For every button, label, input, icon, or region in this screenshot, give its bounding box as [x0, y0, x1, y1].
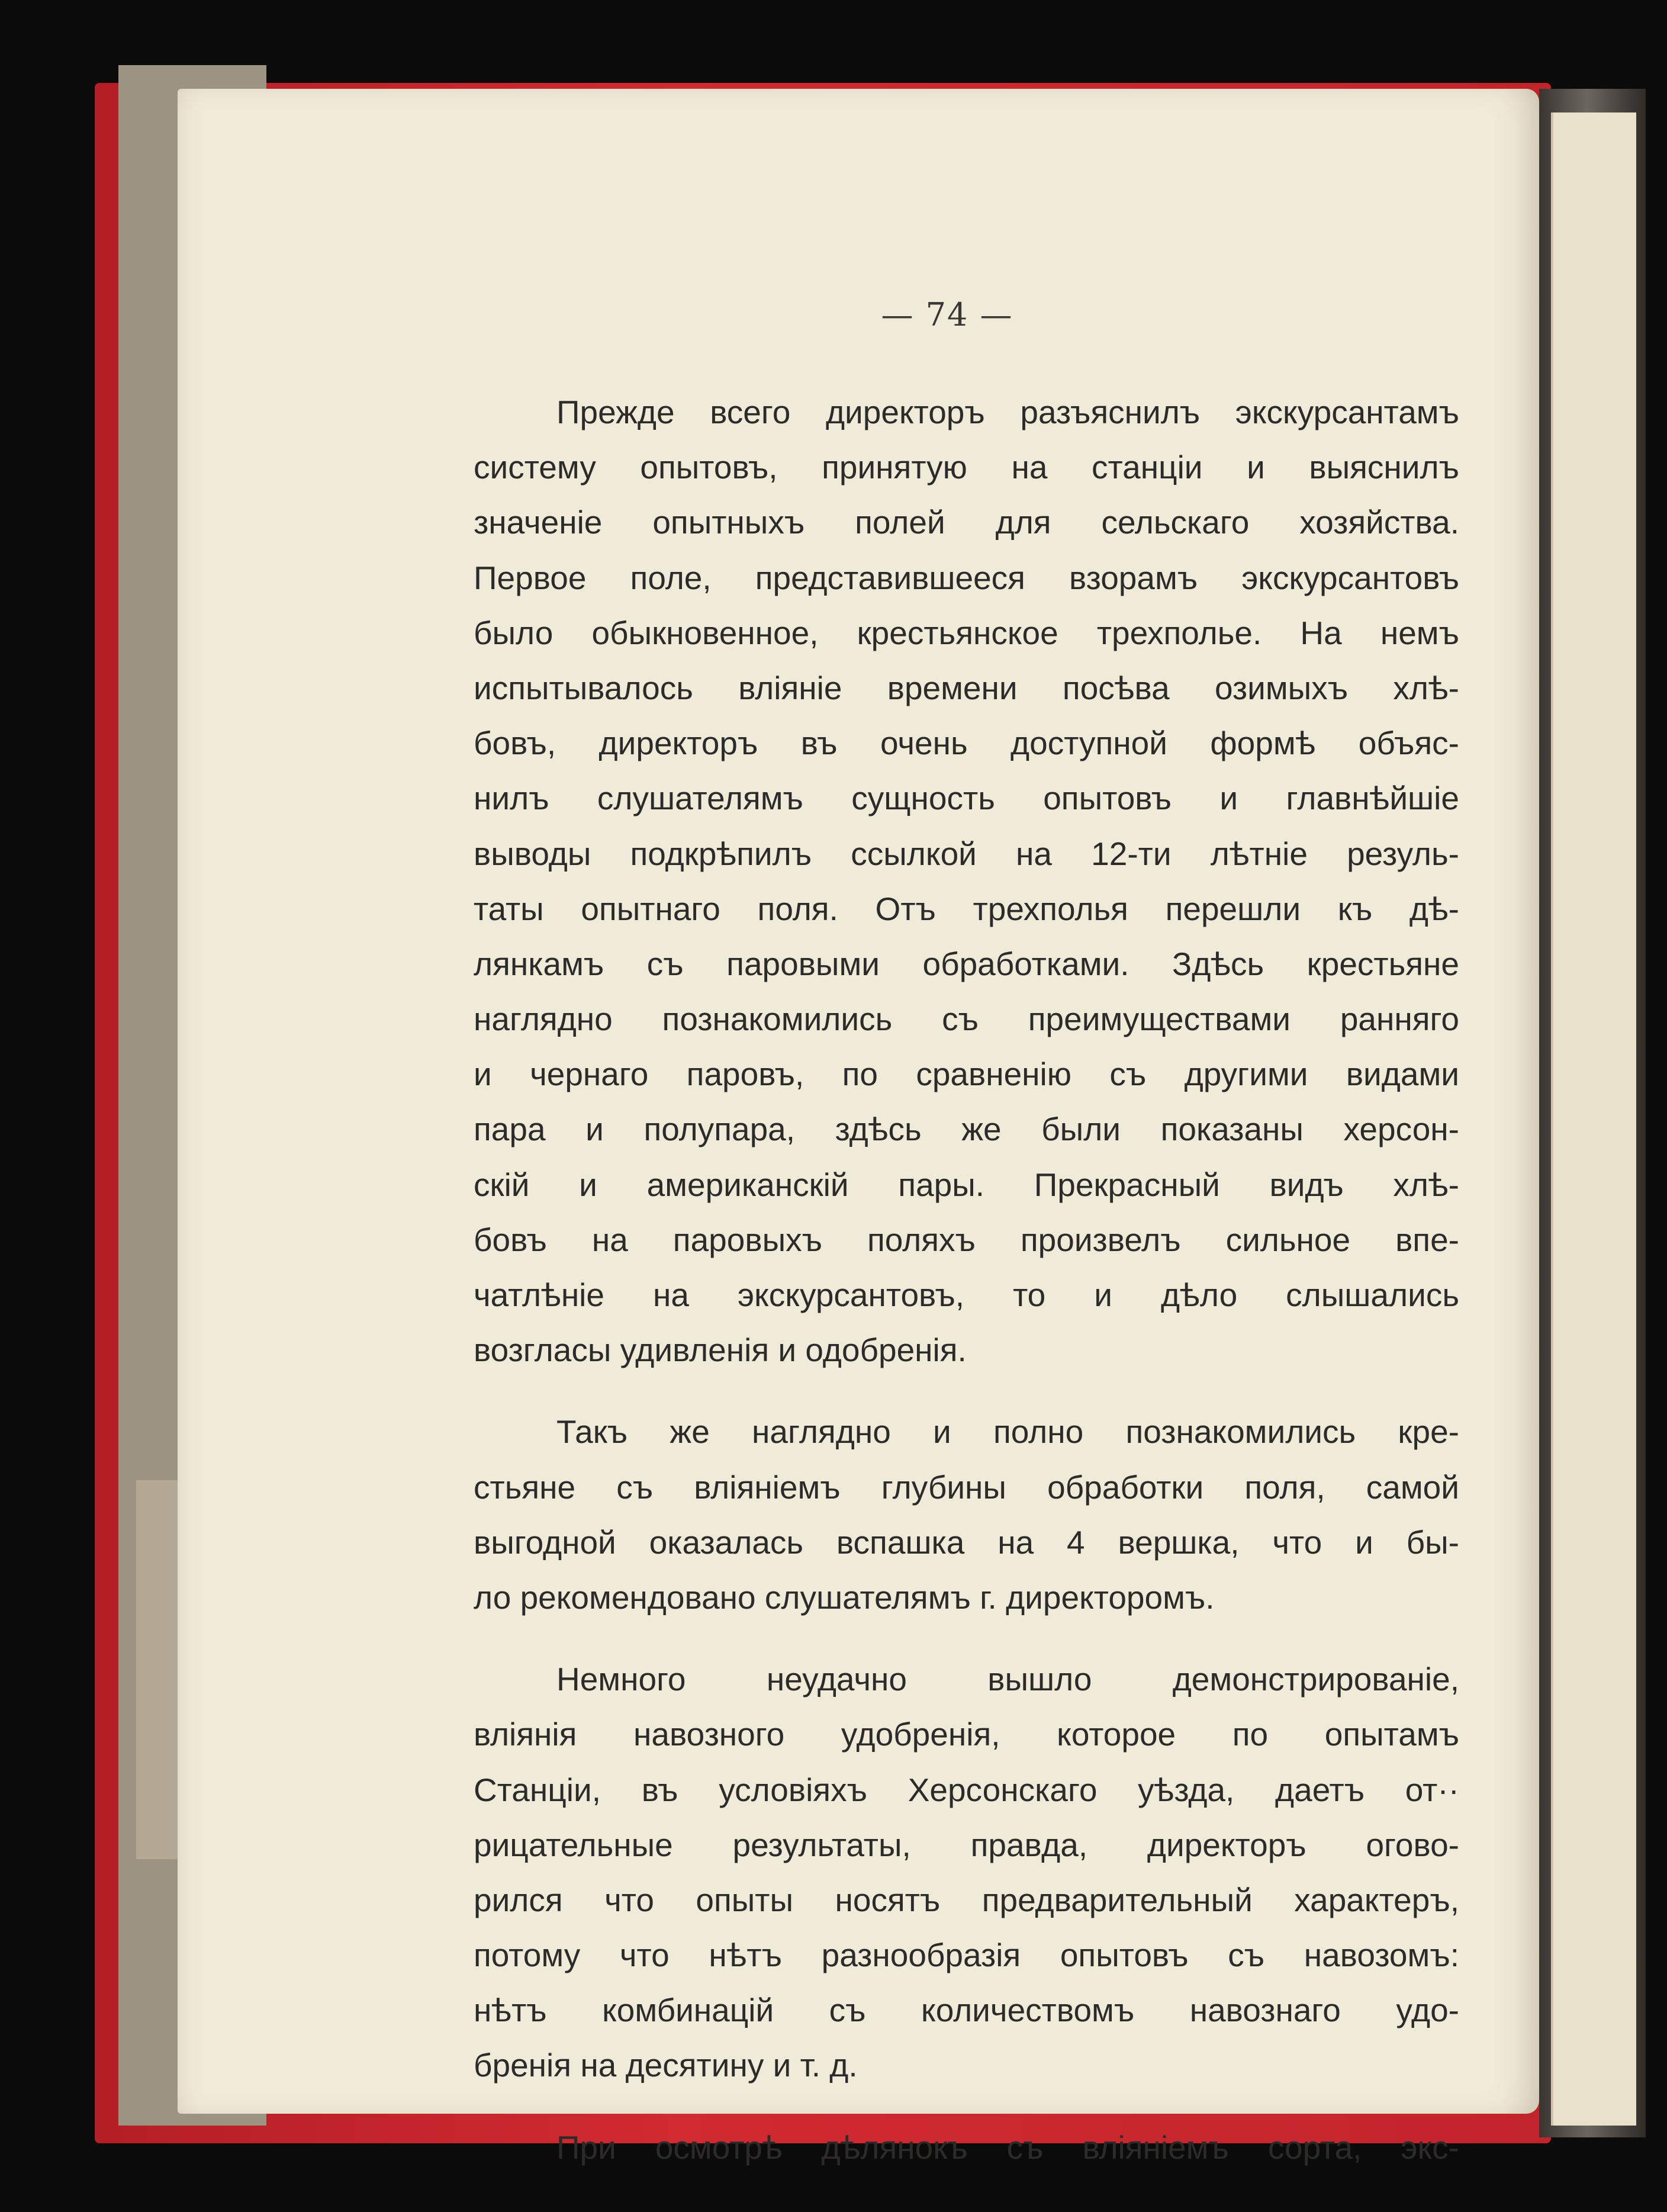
- paragraph-gap: [474, 1378, 1459, 1404]
- text-line: Станціи, въ условіяхъ Херсонскаго уѣзда, даетъ от··: [474, 1771, 1459, 1808]
- text-line: Прежде всего директоръ разъяснилъ экскурсантамъ: [556, 394, 1459, 430]
- text-line: Такъ же наглядно и полно познакомились кре-: [556, 1413, 1459, 1451]
- text-line: таты опытнаго поля. Отъ трехполья перешли къ дѣ-: [474, 890, 1459, 927]
- text-line: нилъ слушателямъ сущность опытовъ и главнѣйшіе: [474, 780, 1459, 817]
- text-line: возгласы удивленія и одобренія.: [474, 1332, 967, 1369]
- text-line: было обыкновенное, крестьянское трехполье. На немъ: [474, 614, 1459, 651]
- paragraph-gap: [474, 2094, 1459, 2120]
- text-line: нѣтъ комбинацій съ количествомъ навознаго удо-: [474, 1992, 1459, 2029]
- page-text: [474, 385, 1459, 2175]
- text-line: выгодной оказалась вспашка на 4 вершка, что и бы-: [474, 1523, 1459, 1561]
- text-line: Первое поле, представившееся взорамъ экскурсантовъ: [474, 559, 1459, 596]
- text-line: бренія на десятину и т. д.: [474, 2047, 858, 2084]
- text-line: лянкамъ съ паровыми обработками. Здѣсь крестьяне: [474, 945, 1459, 982]
- text-line: выводы подкрѣпилъ ссылкой на 12-ти лѣтніе резуль-: [474, 835, 1459, 872]
- text-line: бовъ на паровыхъ поляхъ произвелъ сильное впе-: [474, 1221, 1459, 1258]
- text-line: бовъ, директоръ въ очень доступной формѣ объяс-: [474, 725, 1459, 762]
- text-line: потому что нѣтъ разнообразія опытовъ съ навозомъ:: [474, 1937, 1459, 1974]
- paragraph-gap: [474, 1625, 1459, 1652]
- text-line: чатлѣніе на экскурсантовъ, то и дѣло слышались: [474, 1277, 1459, 1313]
- text-line: скій и американскій пары. Прекрасный видъ хлѣ-: [474, 1166, 1459, 1203]
- text-line: наглядно познакомились съ преимуществами ранняго: [474, 1001, 1459, 1038]
- page-number: — 74 —: [881, 296, 1013, 333]
- next-page-edge: [1551, 112, 1636, 2126]
- text-line: стьяне съ вліяніемъ глубины обработки поля, самой: [474, 1468, 1459, 1506]
- text-line: ло рекомендовано слушателямъ г. директоромъ.: [474, 1578, 1215, 1616]
- text-line: пара и полупара, здѣсь же были показаны херсон-: [474, 1111, 1459, 1148]
- text-line: и чернаго паровъ, по сравненію съ другими видами: [474, 1056, 1459, 1093]
- text-line: испытывалось вліяніе времени посѣва озимыхъ хлѣ-: [474, 669, 1459, 706]
- text-line: значеніе опытныхъ полей для сельскаго хозяйства.: [474, 504, 1459, 541]
- text-line: рился что опыты носятъ предварительный характеръ,: [474, 1881, 1459, 1918]
- text-line: При осмотрѣ дѣлянокъ съ вліяніемъ сорта, экс-: [556, 2129, 1459, 2166]
- text-line: Немного неудачно вышло демонстрированіе,: [556, 1661, 1459, 1698]
- text-line: вліянія навозного удобренія, которое по опытамъ: [474, 1716, 1459, 1753]
- text-line: рицательные результаты, правда, директоръ огово-: [474, 1826, 1459, 1863]
- text-line: систему опытовъ, принятую на станціи и выяснилъ: [474, 449, 1459, 486]
